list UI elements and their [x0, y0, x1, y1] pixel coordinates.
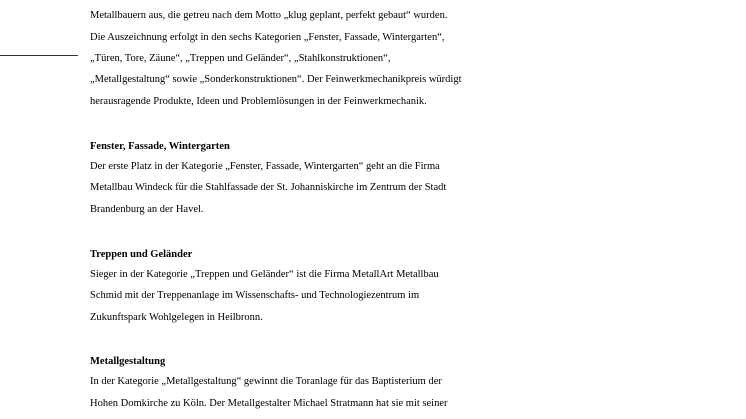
intro-line-3: „Türen, Tore, Zäune“, „Treppen und Geländer“, „Stahlkonstruktionen“, [90, 53, 391, 64]
intro-line-5: herausragende Produkte, Ideen und Problemlösungen in der Feinwerkmechanik. [90, 96, 427, 107]
section-metallgestaltung-line-1: In der Kategorie „Metallgestaltung“ gewinnt die Toranlage für das Baptisterium der [90, 376, 442, 387]
section-heading-metallgestaltung: Metallgestaltung [90, 356, 166, 367]
section-treppen-line-3: Zukunftspark Wohlgelegen in Heilbronn. [90, 312, 263, 323]
section-treppen-line-2: Schmid mit der Treppenanlage im Wissenschafts- und Technologiezentrum im [90, 290, 420, 301]
section-fenster-line-1: Der erste Platz in der Kategorie „Fenster, Fassade, Wintergarten“ geht an die Firma [90, 161, 440, 172]
intro-line-2: Die Auszeichnung erfolgt in den sechs Kategorien „Fenster, Fassade, Wintergarten“, [90, 32, 445, 43]
section-treppen-line-1: Sieger in der Kategorie „Treppen und Geländer“ ist die Firma MetallArt Metallbau [90, 269, 439, 280]
intro-line-4: „Metallgestaltung“ sowie „Sonderkonstruktionen“. Der Feinwerkmechanikpreis würdigt [90, 74, 462, 85]
section-metallgestaltung-line-2: Hohen Domkirche zu Köln. Der Metallgestalter Michael Stratmann hat sie mit seiner [90, 398, 448, 409]
section-fenster-line-3: Brandenburg an der Havel. [90, 204, 204, 215]
section-heading-treppen: Treppen und Geländer [90, 249, 193, 260]
section-heading-fenster: Fenster, Fassade, Wintergarten [90, 141, 230, 152]
section-fenster-line-2: Metallbau Windeck für die Stahlfassade der St. Johanniskirche im Zentrum der Stadt [90, 182, 447, 193]
intro-line-1: Metallbauern aus, die getreu nach dem Motto „klug geplant, perfekt gebaut“ wurden. [90, 10, 448, 21]
margin-divider-line [0, 55, 78, 56]
